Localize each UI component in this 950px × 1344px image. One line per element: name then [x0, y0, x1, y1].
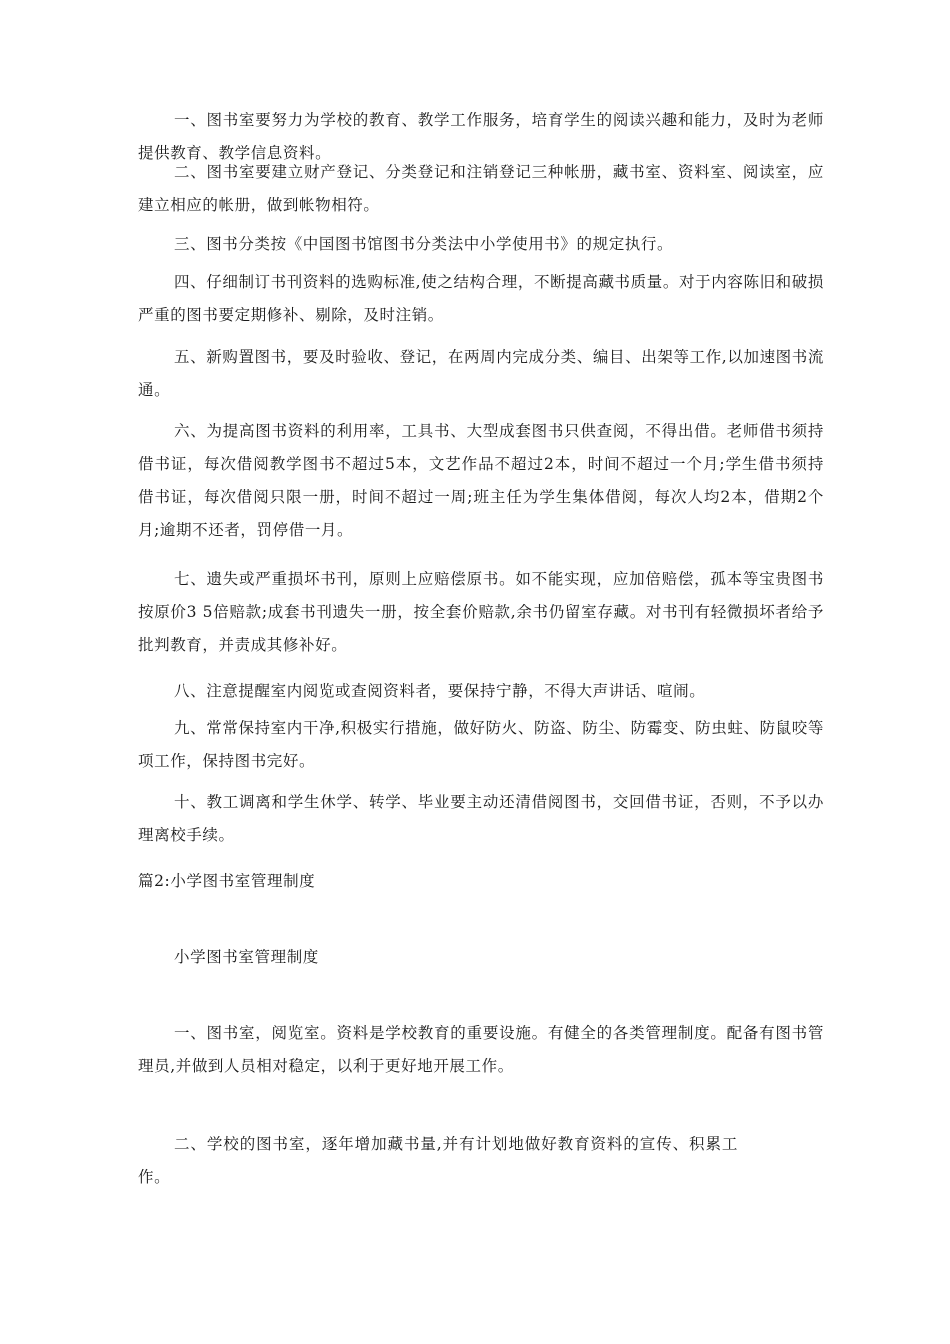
section-title: 小学图书室管理制度	[174, 948, 319, 966]
rule-5: 五、新购置图书，要及时验收、登记，在两周内完成分类、编目、出架等工作,以加速图书流通。	[138, 348, 824, 399]
rule-10: 十、教工调离和学生休学、转学、毕业要主动还清借阅图书，交回借书证，否则，不予以办理离校手续。	[138, 793, 824, 844]
section-heading: 篇2:小学图书室管理制度	[138, 872, 316, 890]
rule-9: 九、常常保持室内干净,积极实行措施，做好防火、防盗、防尘、防霉变、防虫蛀、防鼠咬等项工作，保持图书完好。	[138, 719, 824, 770]
rule-4: 四、仔细制订书刊资料的选购标准,使之结构合理，不断提高藏书质量。对于内容陈旧和破损严重的图书要定期修补、剔除，及时注销。	[138, 273, 824, 324]
rule-3: 三、图书分类按《中国图书馆图书分类法中小学使用书》的规定执行。	[174, 235, 674, 253]
rule-8: 八、注意提醒室内阅览或查阅资料者，要保持宁静，不得大声讲话、喧闹。	[174, 682, 706, 700]
rule-7: 七、遗失或严重损坏书刊，原则上应赔偿原书。如不能实现，应加倍赔偿，孤本等宝贵图书按原价3 5倍赔款;成套书刊遗失一册，按全套价赔款,余书仍留室存藏。对书刊有轻微损坏者给予批判教育，并责成其修补好。	[138, 570, 824, 654]
rule-2: 二、图书室要建立财产登记、分类登记和注销登记三种帐册，藏书室、资料室、阅读室，应建立相应的帐册，做到帐物相符。	[138, 163, 824, 214]
rule-6: 六、为提高图书资料的利用率，工具书、大型成套图书只供查阅，不得出借。老师借书须持借书证，每次借阅教学图书不超过5本，文艺作品不超过2本，时间不超过一个月;学生借书须持借书证，每次借阅只限一册，时间不超过一周;班主任为学生集体借阅，每次人均2本，借期2个月;逾期不还者，罚停借一月。	[138, 422, 824, 539]
section2-item-1: 一、图书室，阅览室。资料是学校教育的重要设施。有健全的各类管理制度。配备有图书管理员,并做到人员相对稳定，以利于更好地开展工作。	[138, 1024, 824, 1075]
rule-1: 一、图书室要努力为学校的教育、教学工作服务，培育学生的阅读兴趣和能力，及时为老师提供教育、教学信息资料。	[138, 111, 824, 162]
section2-item-2: 二、学校的图书室，逐年增加藏书量,并有计划地做好教育资料的宣传、积累工作。	[138, 1135, 738, 1186]
